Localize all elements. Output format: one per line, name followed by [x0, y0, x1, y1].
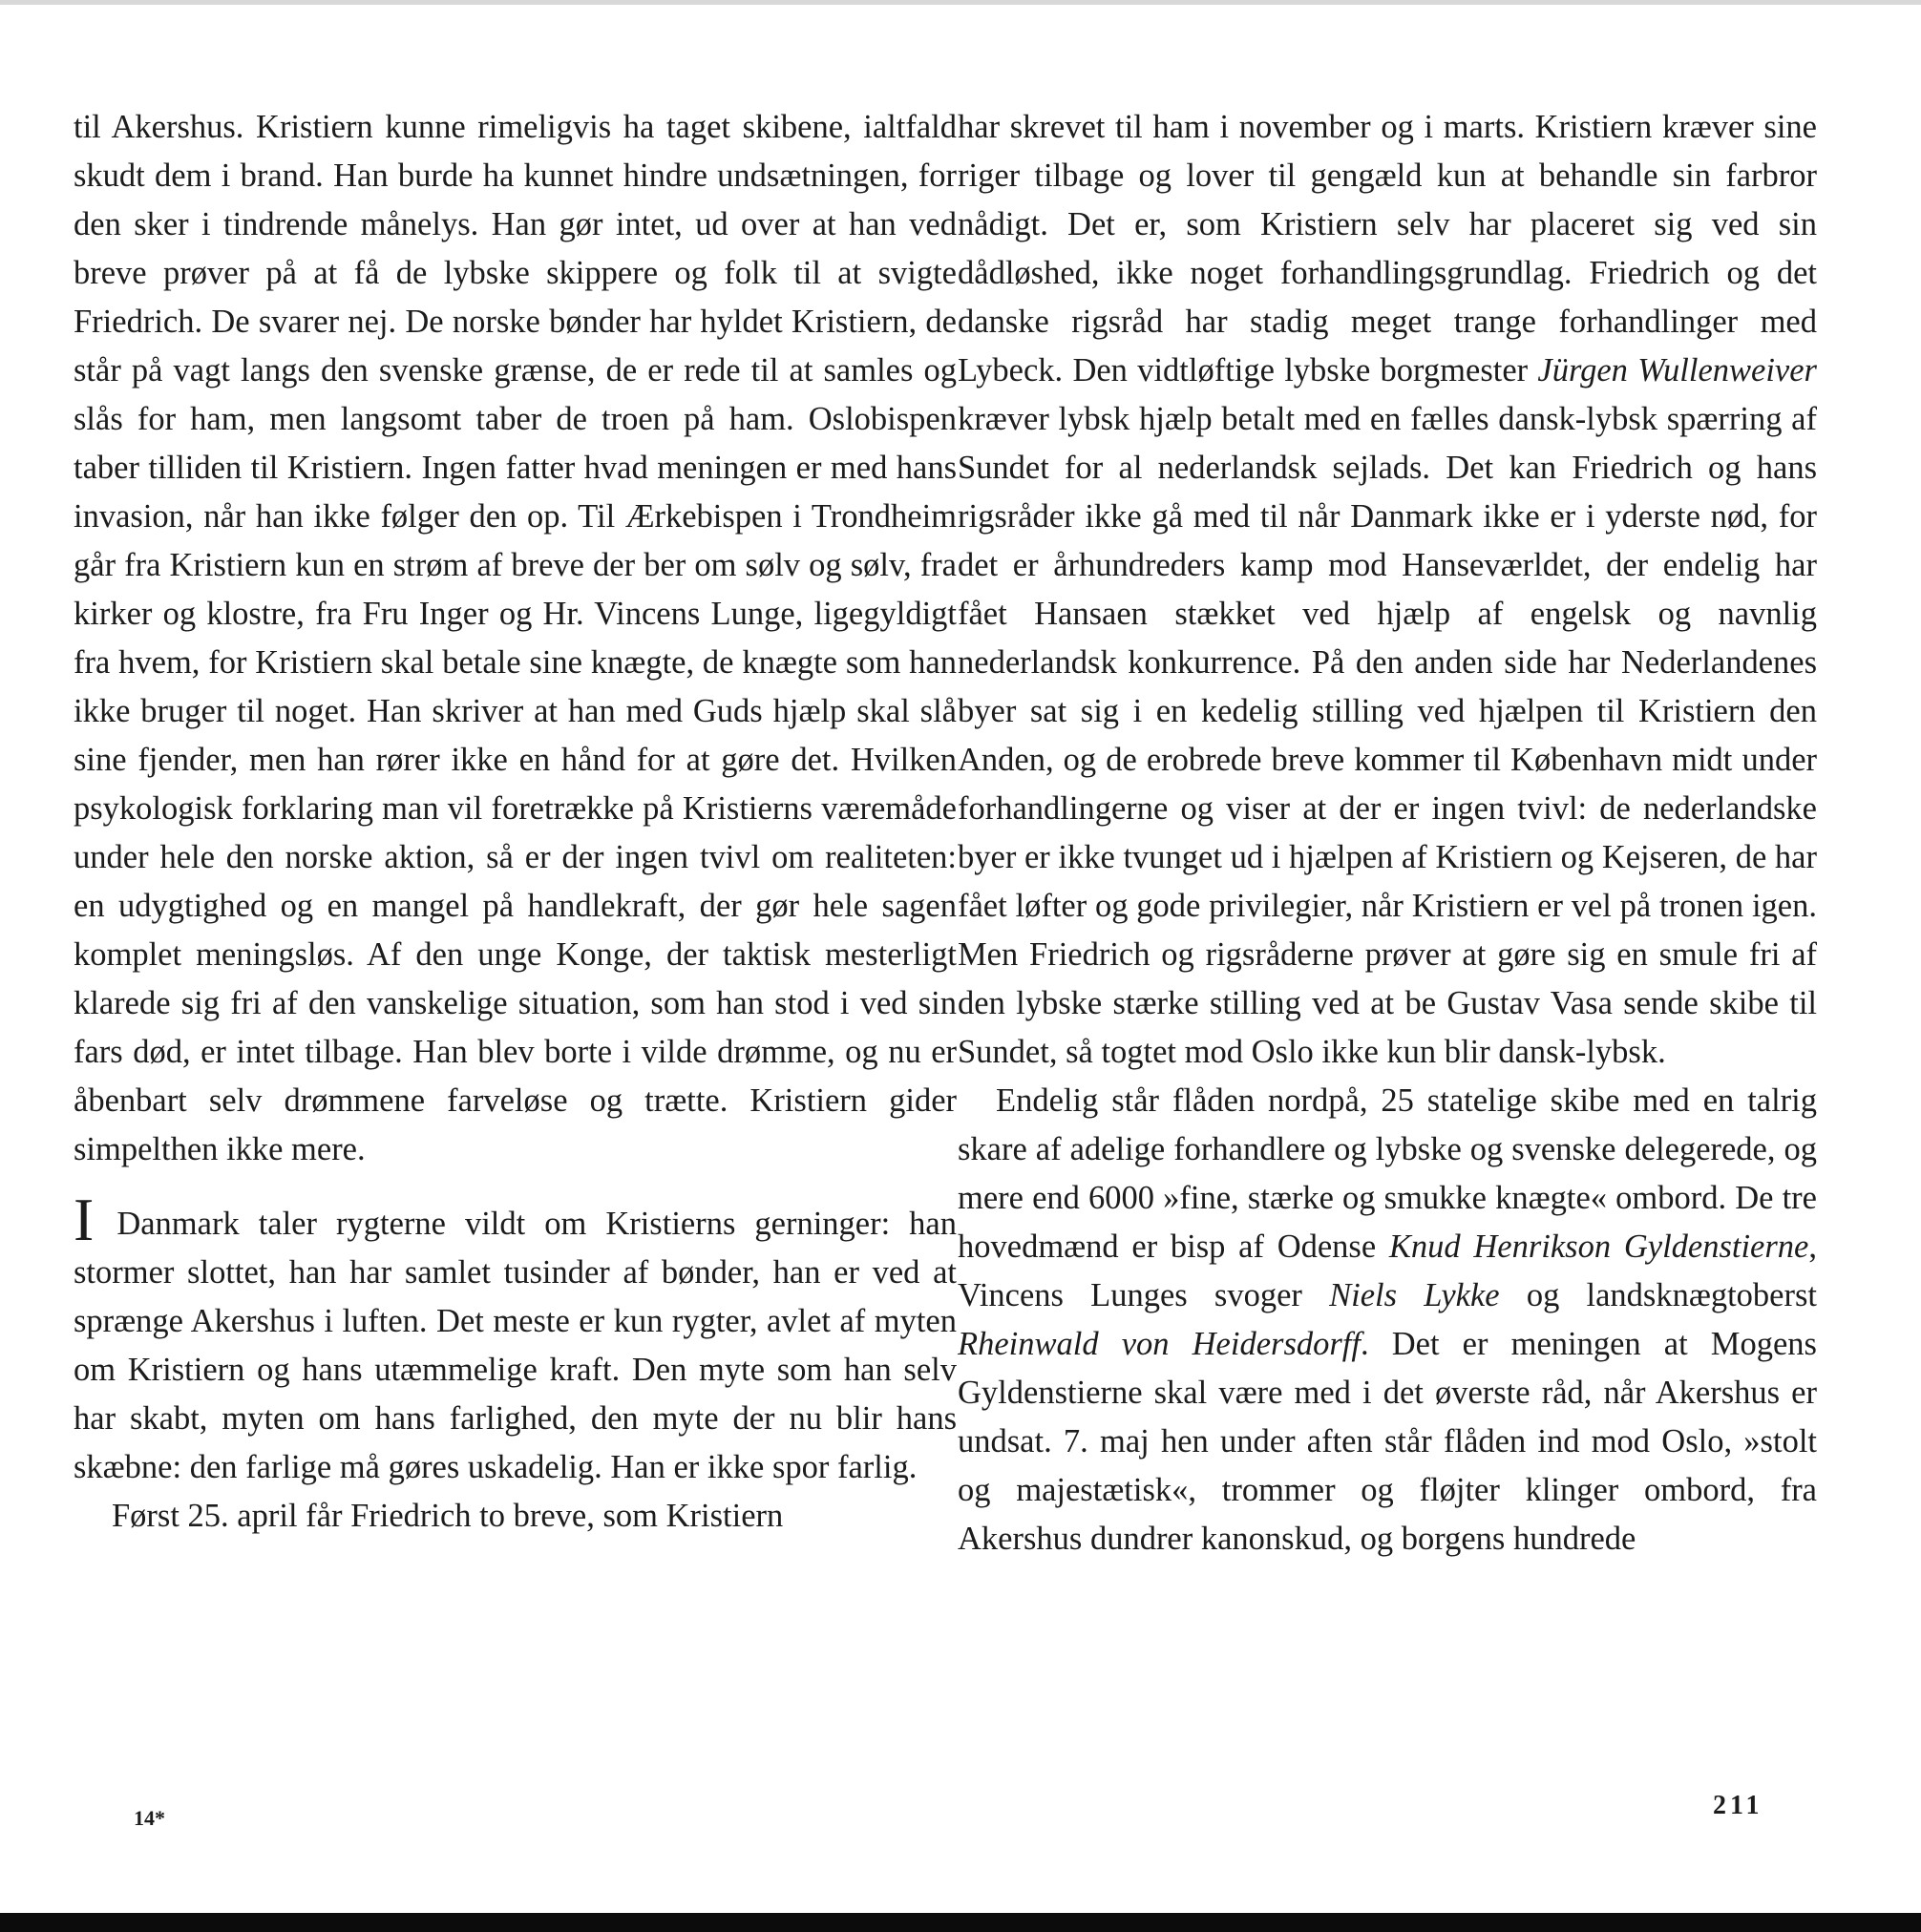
left-column [74, 103, 957, 1541]
text-run: , Vincens Lunges svoger [958, 1228, 1817, 1313]
text-run: Endelig står flåden nordpå, 25 statelige skibe med en talrig skare af adelige forhandlere og lybske og svenske delegerede, og mere end 6000 »fine, stærke og smukke knægte« ombord. De tre hovedmænd er bisp af Odense [958, 1082, 1817, 1265]
drop-cap: I [74, 1186, 95, 1253]
right-column [958, 103, 1817, 1564]
text-run: og landsknægtoberst [1499, 1277, 1817, 1313]
person-name: Jürgen Wullenweiver [1537, 352, 1817, 388]
paragraph: Først 25. april får Friedrich to breve, som Kristiern [112, 1498, 784, 1534]
page-number: 211 [1713, 1791, 1763, 1820]
paragraph-text: Danmark taler rygterne vildt om Kristierns gerninger: han stormer slottet, han har samlet tusinder af bønder, han er ved at sprænge Akershus i luften. Det meste er kun rygter, avlet af myten om Kristiern og hans utæmmelige kraft. Den myte som han selv har skabt, myten om hans farlighed, den myte der nu blir hans skæbne: den farlige må gøres uskadelig. Han er ikke spor farlig. [74, 1206, 957, 1485]
person-name: Knud Henrikson Gyldenstierne [1388, 1228, 1809, 1265]
section-paragraph [74, 1186, 957, 1492]
bottom-scan-edge [0, 1913, 1921, 1932]
paragraph: til Akershus. Kristiern kunne rimeligvis ha taget skibene, ialtfald skudt dem i brand. Han burde ha kunnet hindre undsætningen, for den sker i tindrende månelys. Han gør intet, ud over at han ved breve prøver på at få de lybske skippere og folk til at svigte Friedrich. De svarer nej. De norske bønder har hyldet Kristiern, de står på vagt langs den svenske grænse, de er rede til at samles og slås for ham, men langsomt taber de troen på ham. Oslobispen taber tilliden til Kristiern. Ingen fatter hvad meningen er med hans invasion, når han ikke følger den op. Til Ærkebispen i Trondheim går fra Kristiern kun en strøm af breve der ber om sølv og sølv, fra kirker og klostre, fra Fru Inger og Hr. Vincens Lunge, ligegyldigt fra hvem, for Kristiern skal betale sine knægte, de knægte som han ikke bruger til noget. Han skriver at han med Guds hjælp skal slå sine fjender, men han rører ikke en hånd for at gøre det. Hvilken psykologisk forklaring man vil foretrække på Kristierns væremåde under hele den norske aktion, så er der ingen tvivl om realiteten: en udygtighed og en mangel på handlekraft, der gør hele sagen komplet meningsløs. Af den unge Konge, der taktisk mesterligt klarede sig fri af den vanskelige situation, som han stod i ved sin fars død, er intet tilbage. Han blev borte i vilde drømme, og nu er åbenbart selv drømmene farveløse og trætte. Kristiern gider simpelthen ikke mere. [74, 109, 957, 1167]
paragraph [958, 103, 1817, 1077]
person-name: Niels Lykke [1329, 1277, 1500, 1313]
signature-mark: 14* [134, 1806, 165, 1830]
person-name: Rheinwald von Heidersdorff [958, 1326, 1361, 1362]
text-run: . Det er meningen at Mogens Gyldenstierne skal være med i det øverste råd, når Akershus er undsat. 7. maj hen under aften står flåden ind mod Oslo, »stolt og majestætisk«, trommer og fløjter klinger ombord, fra Akershus dundrer kanonskud, og borgens hundrede [958, 1326, 1817, 1557]
text-run: har skrevet til ham i november og i marts. Kristiern kræver sine riger tilbage og lover til gengæld kun at behandle sin farbror nådigt. Det er, som Kristiern selv har placeret sig ved sin dådløshed, ikke noget forhandlingsgrundlag. Friedrich og det danske rigsråd har stadig meget trange forhandlinger med Lybeck. Den vidtløftige lybske borgmester [958, 109, 1817, 388]
text-run: kræver lybsk hjælp betalt med en fælles dansk-lybsk spærring af Sundet for al nederlandsk sejlads. Det kan Friedrich og hans rigsråder ikke gå med til når Danmark ikke er i yderste nød, for det er århundreders kamp mod Hanseværldet, der endelig har fået Hansaen stækket ved hjælp af engelsk og navnlig nederlandsk konkurrence. På den anden side har Nederlandenes byer sat sig i en kedelig stilling ved hjælpen til Kristiern den Anden, og de erobrede breve kommer til København midt under forhandlingerne og viser at der er ingen tvivl: de nederlandske byer er ikke tvunget ud i hjælpen af Kristiern og Kejseren, de har fået løfter og gode privilegier, når Kristiern er vel på tronen igen. Men Friedrich og rigsråderne prøver at gøre sig en smule fri af den lybske stærke stilling ved at be Gustav Vasa sende skibe til Sundet, så togtet mod Oslo ikke kun blir dansk-lybsk. [958, 401, 1817, 1070]
paragraph [958, 1077, 1817, 1564]
